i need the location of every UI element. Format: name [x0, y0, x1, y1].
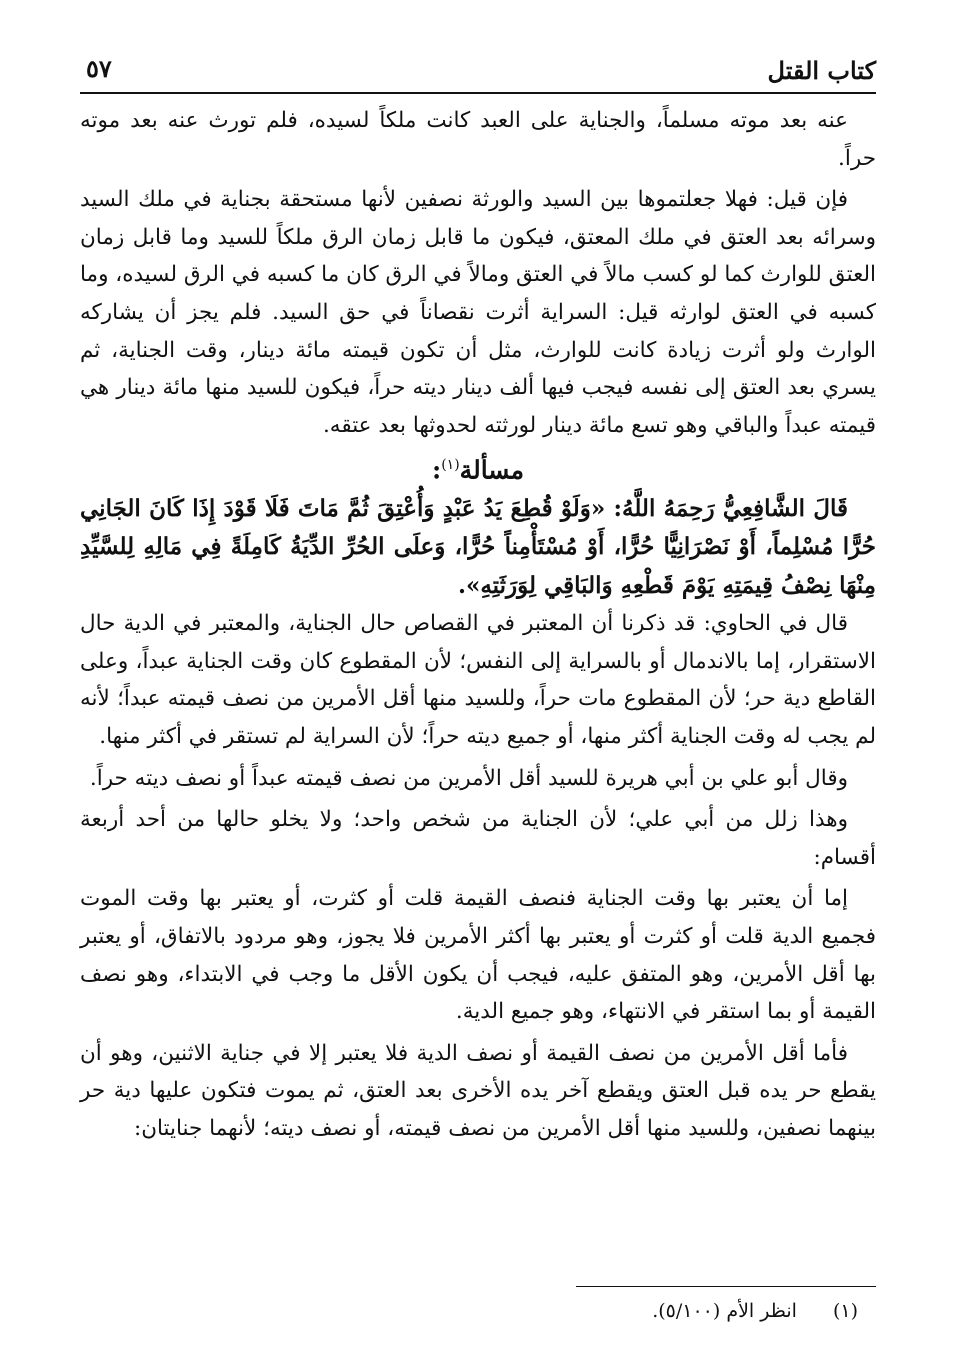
- section-heading: [80, 446, 876, 489]
- paragraph-4: وقال أبو علي بن أبي هريرة للسيد أقل الأمرين من نصف قيمته عبداً أو نصف ديته حراً.: [89, 765, 848, 791]
- paragraph-1: عنه بعد موته مسلماً، والجناية على العبد كانت ملكاً لسيده، فلم تورث عنه بعد موته حراً.: [80, 108, 876, 171]
- page-number: ٥٧: [86, 54, 112, 83]
- heading-text: مسألة: [459, 455, 525, 485]
- running-header: [80, 48, 876, 94]
- footnote: [652, 1300, 858, 1322]
- quote-paragraph: قَالَ الشَّافِعِيُّ رَحِمَهُ اللَّهُ: «وَلَوْ قُطِعَ يَدُ عَبْدٍ وَأُعْتِقَ ثُمَّ مَاتَ فَلَا قَوْدَ إِذَا كَانَ الجَانِي حُرًّا مُسْلِماً، أَوْ نَصْرَانِيًّا حُرًّا، أَوْ مُسْتَأْمِناً حُرًّا، وَعلَى الحُرِّ الدِّيَةُ كَامِلَةً فِي مَالِهِ لِلسَّيِّدِ مِنْهَا نِصْفُ قِيمَتِهِ يَوْمَ قَطْعِهِ وَالبَاقِي لِوَرَثَتِهِ».: [80, 494, 876, 599]
- footnote-text: انظر الأم (٥/١٠٠).: [652, 1300, 797, 1322]
- page: [80, 48, 876, 1322]
- footnote-mark: (١): [832, 1300, 858, 1322]
- heading-footnote-mark: (١): [441, 457, 460, 474]
- paragraph-3: قال في الحاوي: قد ذكرنا أن المعتبر في القصاص حال الجناية، والمعتبر في الدية حال الاستقرار، إما بالاندمال أو بالسراية إلى النفس؛ لأن المقطوع كان وقت الجناية عبداً، وعلى القاطع دية حر؛ لأن المقطوع مات حراً، وللسيد منها أقل الأمرين من نصف قيمته عبداً؛ لأنه لم يجب له وقت الجناية أكثر منها، أو جميع ديته حراً؛ لأن السراية لم تستقر في أكثر منها.: [80, 611, 876, 749]
- paragraph-6: إما أن يعتبر بها وقت الجناية فنصف القيمة قلت أو كثرت، أو يعتبر بها وقت الموت فجميع الدية قلت أو كثرت أو يعتبر بها أكثر الأمرين فلا يجوز، وهو مردود بالاتفاق، أو يعتبر بها أقل الأمرين، وهو المتفق عليه، فيجب أن يكون الأقل ما وجب في الابتداء، وهو نصف القيمة أو بما استقر في الانتهاء، وهو جميع الدية.: [80, 886, 876, 1025]
- footnote-divider: [576, 1286, 876, 1287]
- paragraph-2: فإن قيل: فهلا جعلتموها بين السيد والورثة نصفين لأنها مستحقة بجناية في ملك السيد وسرائه بعد العتق في ملك المعتق، فيكون ما قابل زمان الرق ملكاً للسيد وما قابل زمان العتق للوارث كما لو كسب مالاً في العتق ومالاً في الرق كان ما كسبه في الرق لسيده، وما كسبه في العتق لوارثه قيل: السراية أثرت نقصاناً في حق السيد. فلم يجز أن يشاركه الوارث ولو أثرت زيادة كانت للوارث، مثل أن تكون قيمته مائة دينار، وقت الجناية، ثم يسري بعد العتق إلى نفسه فيجب فيها ألف دينار ديته حراً، فيكون للسيد منها مائة دينار هي قيمته عبداً والباقي وهو تسع مائة دينار لورثته لحدوثها بعد عتقه.: [80, 187, 876, 438]
- paragraph-5: وهذا زلل من أبي علي؛ لأن الجناية من شخص واحد؛ ولا يخلو حالها من أحد أربعة أقسام:: [80, 807, 876, 870]
- heading-colon: :: [431, 455, 442, 485]
- book-title: كتاب القتل: [767, 56, 876, 85]
- quoted-text-block: [80, 490, 876, 606]
- paragraph-7: فأما أقل الأمرين من نصف القيمة أو نصف الدية فلا يعتبر إلا في جناية الاثنين، وهو أن يقطع حر يده قبل العتق ويقطع آخر يده الأخرى بعد العتق، ثم يموت فتكون عليها دية حر بينهما نصفين، وللسيد منها أقل الأمرين من نصف قيمته، أو نصف ديته؛ لأنهما جنايتان:: [80, 1040, 876, 1141]
